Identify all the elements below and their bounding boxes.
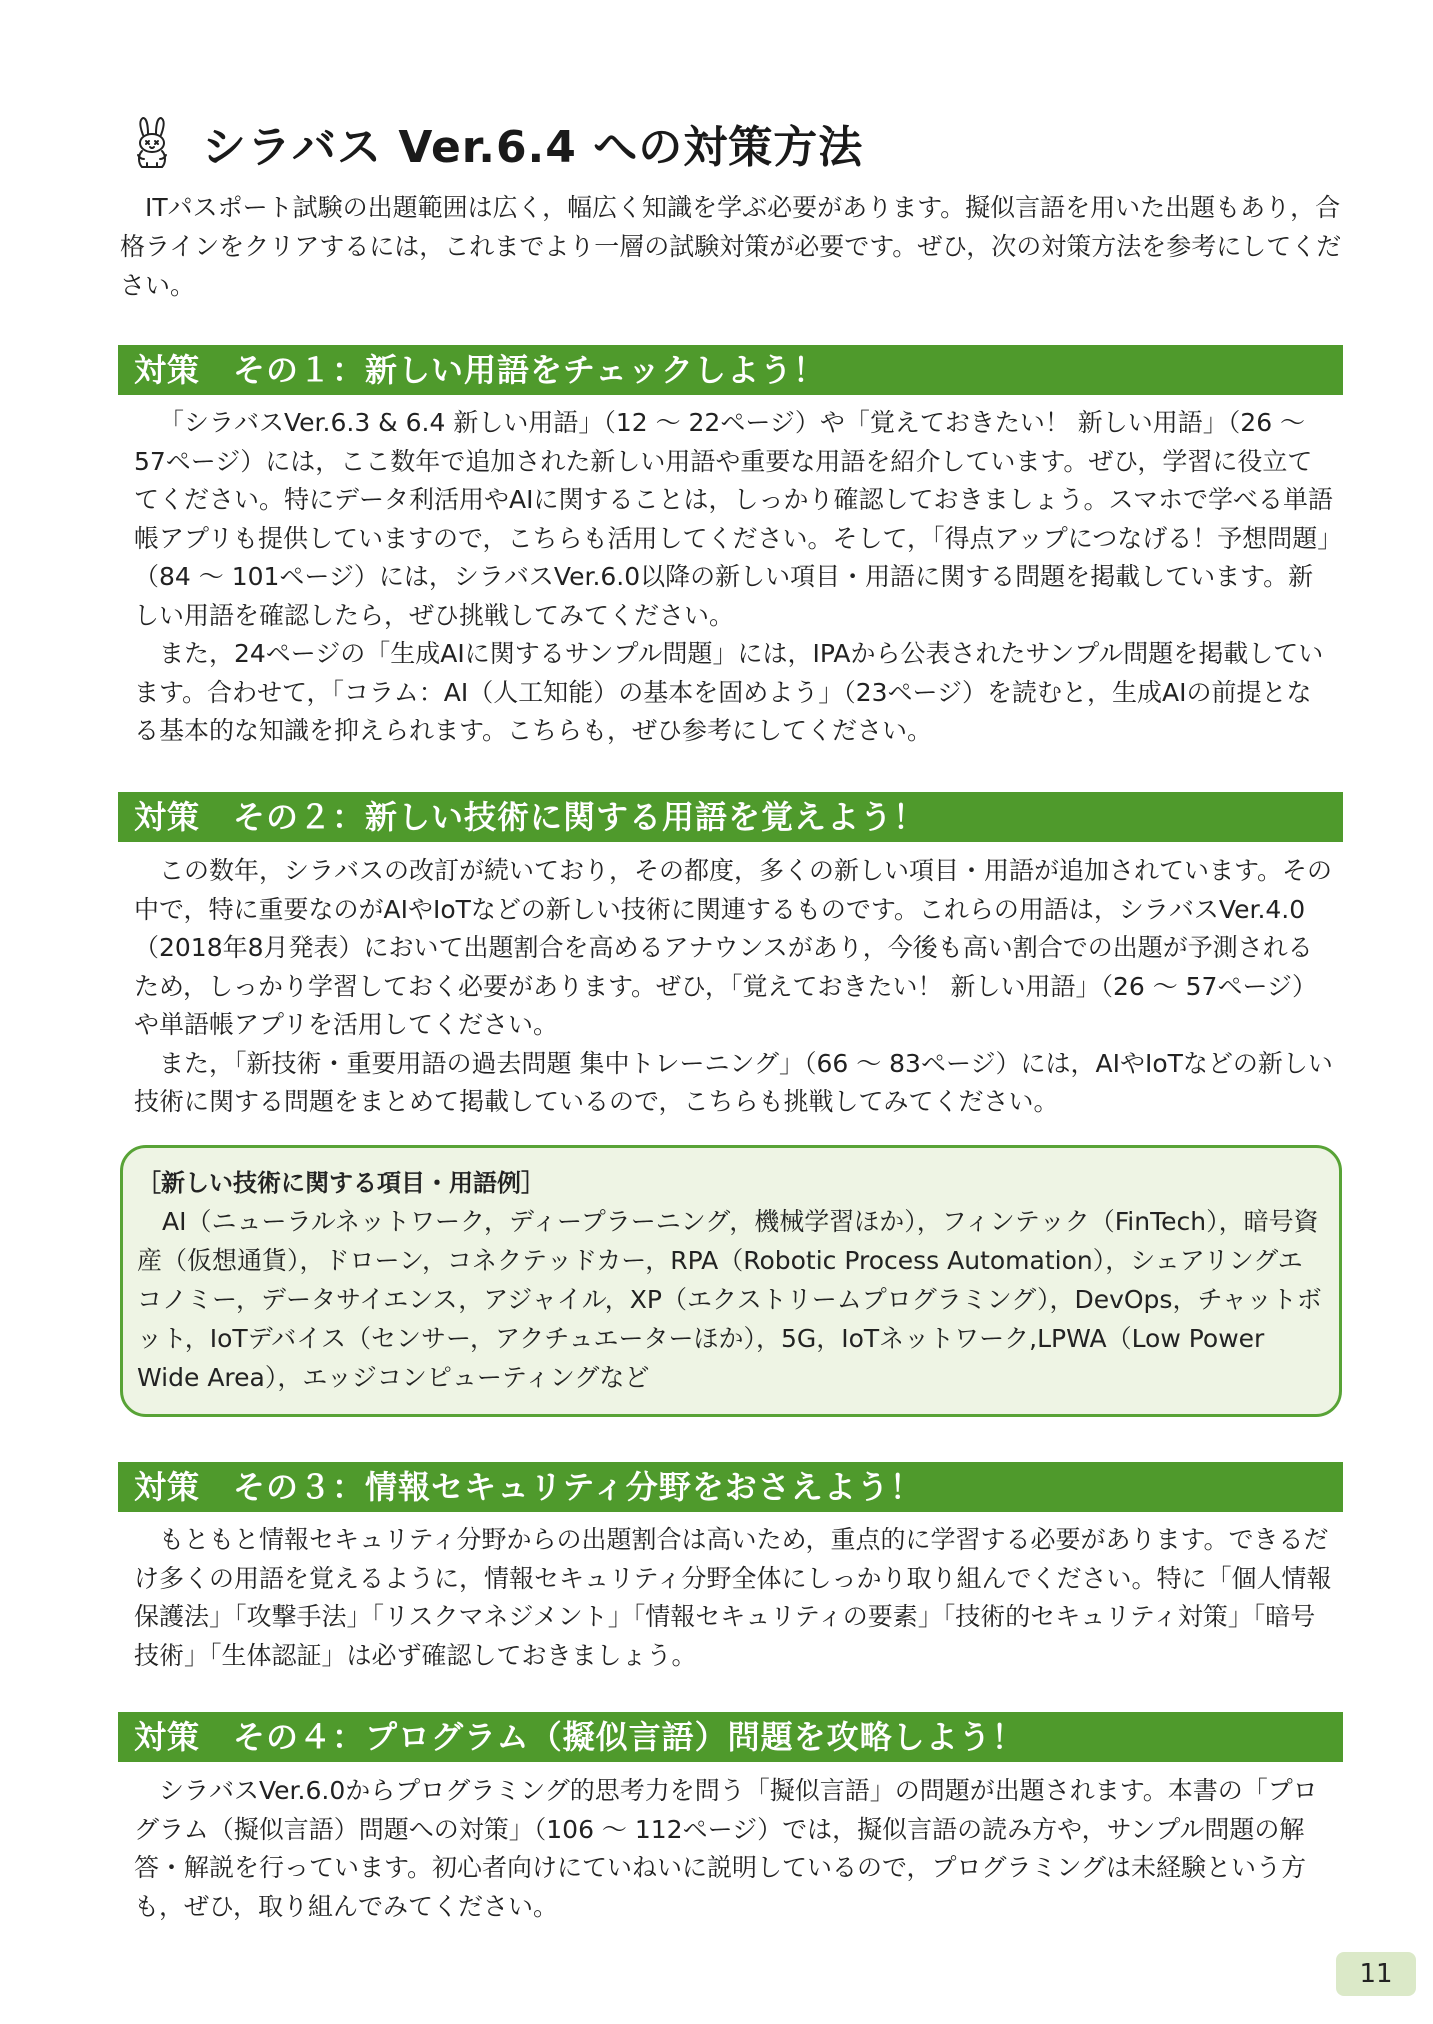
intro-paragraph: ITパスポート試験の出題範囲は広く，幅広く知識を学ぶ必要があります。擬似言語を用いた出題もあり，合格ラインをクリアするには，これまでより一層の試験対策が必要です。ぜひ，次の対策方法を参考にしてください。	[120, 193, 1342, 300]
section-2-paragraph-1: この数年，シラバスの改訂が続いており，その都度，多くの新しい項目・用語が追加されています。その中で，特に重要なのがAIやIoTなどの新しい技術に関連するものです。これらの用語は，シラバスVer.4.0（2018年8月発表）において出題割合を高めるアナウンスがあり，今後も高い割合での出題が予測されるため，しっかり学習しておく必要があります。ぜひ，「覚えておきたい！ 新しい用語」（26 〜 57ページ）や単語帳アプリを活用してください。	[134, 856, 1333, 1039]
section-body-3	[134, 1521, 1334, 1675]
section-body-2	[134, 852, 1334, 1122]
page-title: シラバス Ver.6.4 への対策方法	[202, 122, 864, 173]
section-heading-1: 対策 その１：新しい用語をチェックしよう！	[118, 345, 1343, 395]
term-examples-text: AI（ニューラルネットワーク，ディープラーニング，機械学習ほか），フィンテック（FinTech），暗号資産（仮想通貨），ドローン，コネクテッドカー，RPA（Robotic Process Automation），シェアリングエコノミー，データサイエンス，アジャイル，XP（エクストリームプログラミング），DevOps，チャットボット，IoTデバイス（センサー，アクチュエーターほか），5G，IoTネットワーク,LPWA（Low Power Wide Area），エッジコンピューティングなど	[137, 1207, 1322, 1392]
term-examples-title: ［新しい技術に関する項目・用語例］	[137, 1169, 545, 1197]
section-4-paragraph-1: シラバスVer.6.0からプログラミング的思考力を問う「擬似言語」の問題が出題されます。本書の「プログラム（擬似言語）問題への対策」（106 〜 112ページ）では，擬似言語の読み方や，サンプル問題の解答・解説を行っています。初心者向けにていねいに説明しているので，プログラミングは未経験という方も，ぜひ，取り組んでみてください。	[134, 1776, 1318, 1921]
section-body-1	[134, 404, 1334, 751]
section-heading-4: 対策 その４：プログラム（擬似言語）問題を攻略しよう！	[118, 1712, 1343, 1762]
rabbit-mascot-icon	[130, 115, 174, 171]
section-heading-2: 対策 その２：新しい技術に関する用語を覚えよう！	[118, 792, 1343, 842]
page-number: 11	[1336, 1952, 1416, 1996]
section-3-paragraph-1: もともと情報セキュリティ分野からの出題割合は高いため，重点的に学習する必要があります。できるだけ多くの用語を覚えるように，情報セキュリティ分野全体にしっかり取り組んでください。特に「個人情報保護法」「攻撃手法」「リスクマネジメント」「情報セキュリティの要素」「技術的セキュリティ対策」「暗号技術」「生体認証」は必ず確認しておきましょう。	[134, 1525, 1332, 1670]
title-row	[130, 108, 863, 178]
section-heading-3: 対策 その３：情報セキュリティ分野をおさえよう！	[118, 1462, 1343, 1512]
section-1-paragraph-2: また，24ページの「生成AIに関するサンプル問題」には，IPAから公表されたサンプル問題を掲載しています。合わせて，「コラム：AI（人工知能）の基本を固めよう」（23ページ）を読むと，生成AIの前提となる基本的な知識を抑えられます。こちらも，ぜひ参考にしてください。	[134, 639, 1324, 745]
term-examples-box	[120, 1145, 1342, 1417]
section-1-paragraph-1: 「シラバスVer.6.3 & 6.4 新しい用語」（12 〜 22ページ）や「覚えておきたい！ 新しい用語」（26 〜 57ページ）には，ここ数年で追加された新しい用語や重要な用語を紹介しています。ぜひ，学習に役立ててください。特にデータ利活用やAIに関することは，しっかり確認しておきましょう。スマホで学べる単語帳アプリも提供していますので，こちらも活用してください。そして，「得点アップにつなげる！予想問題」（84 〜 101ページ）には，シラバスVer.6.0以降の新しい項目・用語に関する問題を掲載しています。新しい用語を確認したら，ぜひ挑戦してみてください。	[134, 408, 1333, 630]
section-body-4	[134, 1772, 1334, 1926]
section-2-paragraph-2: また，「新技術・重要用語の過去問題 集中トレーニング」（66 〜 83ページ）には，AIやIoTなどの新しい技術に関する問題をまとめて掲載しているので，こちらも挑戦してみてください。	[134, 1048, 1333, 1116]
